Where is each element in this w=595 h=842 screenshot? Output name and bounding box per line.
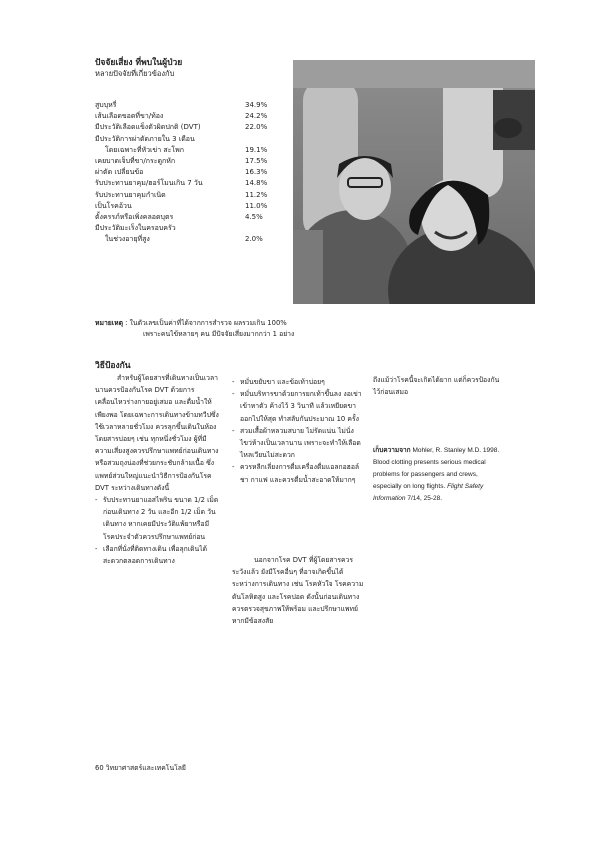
- passengers-photo: [293, 60, 535, 304]
- risk-factor-percent: 16.3%: [245, 168, 268, 177]
- risk-factor-label: โดยเฉพาะที่หัวเข่า สะโพก: [105, 145, 185, 154]
- risk-factor-label: มีประวัติเลือดแข็งตัวผิดปกติ (DVT): [95, 123, 201, 132]
- footnote-heading: หมายเหตุ: [95, 319, 123, 327]
- risk-factor-row: [95, 156, 275, 167]
- risk-factor-label: ในช่วงอายุที่สูง: [105, 235, 150, 244]
- reference-journal: Flight Safety Information: [373, 483, 484, 502]
- footnote-line1: : ในตัวเลขเป็นค่าที่ได้จากการสำรวจ ผลรวมเกิน 100%: [125, 319, 287, 327]
- list-item: - เลือกที่นั่งที่ติดทางเดิน เพื่อลุกเดินได้สะดวกตลอดการเดินทาง: [95, 543, 219, 567]
- list-item: - สวมเสื้อผ้าหลวมสบาย ไม่รัดแน่น ไม่นั่งไขว่ห้างเป็นเวลานาน เพราะจะทำให้เลือดไหลเวียนไม่สะดวก: [232, 425, 364, 462]
- risk-factor-percent: 11.2%: [245, 190, 268, 199]
- risk-factor-label: ตั้งครรภ์หรือเพิ่งคลอดบุตร: [95, 212, 174, 221]
- list-item: - หมั่นบริหารขาด้วยการยกเท้าขึ้นลง งอเข่าเข้าหาตัว ค้างไว้ 3 วินาที แล้วเหยียดขาออกไปให้สุด ทำสลับกันประมาณ 10 ครั้ง: [232, 388, 364, 425]
- risk-factor-label: เป็นโรคอ้วน: [95, 201, 132, 210]
- page-footer: 60 วิทยาศาสตร์และเทคโนโลยี: [95, 764, 186, 772]
- section-title: ปัจจัยเสี่ยง ที่พบในผู้ป่วย: [95, 58, 183, 68]
- reference: [373, 444, 508, 505]
- risk-factor-row: [95, 134, 275, 145]
- risk-factor-label: รับประทานยาคุม/ฮอร์โมนเกิน 7 วัน: [95, 179, 203, 188]
- risk-factor-percent: 4.5%: [245, 212, 263, 221]
- list-item: - รับประทานยาแอสไพริน ขนาด 1/2 เม็ด ก่อนเดินทาง 2 วัน และอีก 1/2 เม็ด วันเดินทาง หากเคยมีประวัติแพ้ยาหรือมีโรคประจำตัวควรปรึกษาแพทย์ก่อน: [95, 494, 219, 543]
- risk-factor-row: [95, 178, 275, 189]
- risk-factor-percent: 34.9%: [245, 101, 268, 109]
- list-item: - หมั่นขยับขา และข้อเท้าบ่อยๆ: [232, 376, 364, 388]
- other-diseases-text: นอกจากโรค DVT ที่ผู้โดยสารควรระวังแล้ว ยังมีโรคอื่นๆ ที่อาจเกิดขึ้นได้ระหว่างการเดินทาง เช่น โรคหัวใจ โรคความดันโลหิตสูง และโรคปอด ดังนั้นก่อนเดินทางควรตรวจสุขภาพให้พร้อม และปรึกษาแพทย์หากมีข้อสงสัย: [232, 556, 364, 626]
- prevention-heading: วิธีป้องกัน: [95, 361, 131, 371]
- risk-factor-label: มีประวัติการผ่าตัดภายใน 3 เดือน: [95, 134, 195, 143]
- reference-text: Mohler, R. Stanley M.D. 1998. Blood clotting presents serious medical problems for passengers and crews, especially on long flights.: [373, 447, 500, 490]
- risk-factor-label: ผ่าตัด เปลี่ยนข้อ: [95, 168, 144, 177]
- risk-factor-row: [95, 100, 275, 111]
- risk-factor-percent: 11.0%: [245, 201, 268, 210]
- risk-factor-label: มีประวัติมะเร็งในครอบครัว: [95, 224, 176, 233]
- risk-factor-row: [95, 212, 275, 223]
- risk-factor-percent: 19.1%: [245, 145, 268, 154]
- prevention-intro: สำหรับผู้โดยสารที่เดินทางเป็นเวลานานควรป้องกันโรค DVT ด้วยการเคลื่อนไหวร่างกายอยู่เสมอ และดื่มน้ำให้เพียงพอ โดยเฉพาะการเดินทางข้ามทวีปซึ่งใช้เวลาหลายชั่วโมง ควรลุกขึ้นเดินในห้องโดยสารบ่อยๆ เช่น ทุกหนึ่งชั่วโมง ผู้ที่มีความเสี่ยงสูงควรปรึกษาแพทย์ก่อนเดินทาง หรือสวมถุงน่องที่ช่วยกระชับกล้ามเนื้อ ซึ่งแพทย์ส่วนใหญ่แนะนำวิธีการป้องกันโรค DVT ระหว่างเดินทางดังนี้: [95, 374, 219, 492]
- other-diseases-paragraph: [232, 554, 364, 627]
- risk-factor-row: [95, 190, 275, 201]
- reference-pages: 7/14, 25-28.: [407, 495, 443, 502]
- risk-factor-row: [95, 234, 275, 245]
- risk-factor-label: เส้นเลือดขอดที่ขา/ท้อง: [95, 112, 164, 121]
- prevention-list-2: [232, 376, 364, 486]
- risk-factor-label: สูบบุหรี่: [95, 101, 117, 109]
- risk-factor-row: [95, 122, 275, 133]
- risk-factor-label: เคยบาดเจ็บที่ขา/กระดูกหัก: [95, 156, 176, 165]
- risk-factor-percent: 22.0%: [245, 123, 268, 132]
- risk-factor-row: [95, 111, 275, 122]
- risk-factor-percent: 2.0%: [245, 235, 263, 244]
- risk-factor-row: [95, 201, 275, 212]
- risk-factor-percent: 14.8%: [245, 179, 268, 188]
- risk-factor-list: [95, 100, 275, 245]
- risk-factor-label: รับประทานยาคุมกำเนิด: [95, 190, 166, 199]
- prevention-col2: [232, 376, 364, 486]
- list-item: - ควรหลีกเลี่ยงการดื่มเครื่องดื่มแอลกอฮอล์ ชา กาแฟ และควรดื่มน้ำสะอาดให้มากๆ: [232, 461, 364, 485]
- prevention-col1: [95, 372, 219, 567]
- prevention-col3: ถึงแม้ว่าโรคนี้จะเกิดได้ยาก แต่ก็ควรป้องกันไว้ก่อนเสมอ: [373, 376, 500, 397]
- risk-factor-percent: 17.5%: [245, 156, 268, 165]
- risk-factor-row: [95, 145, 275, 156]
- footnote: [95, 318, 355, 340]
- risk-factor-row: [95, 167, 275, 178]
- reference-heading: เก็บความจาก: [373, 446, 411, 454]
- section-subtitle: หลายปัจจัยที่เกี่ยวข้องกับ: [95, 69, 175, 78]
- footnote-line2: เพราะคนไข้หลายๆ คน มีปัจจัยเสี่ยงมากกว่า 1 อย่าง: [143, 330, 295, 338]
- risk-factor-percent: 24.2%: [245, 112, 268, 121]
- risk-factor-row: [95, 223, 275, 234]
- prevention-list-1: [95, 494, 219, 567]
